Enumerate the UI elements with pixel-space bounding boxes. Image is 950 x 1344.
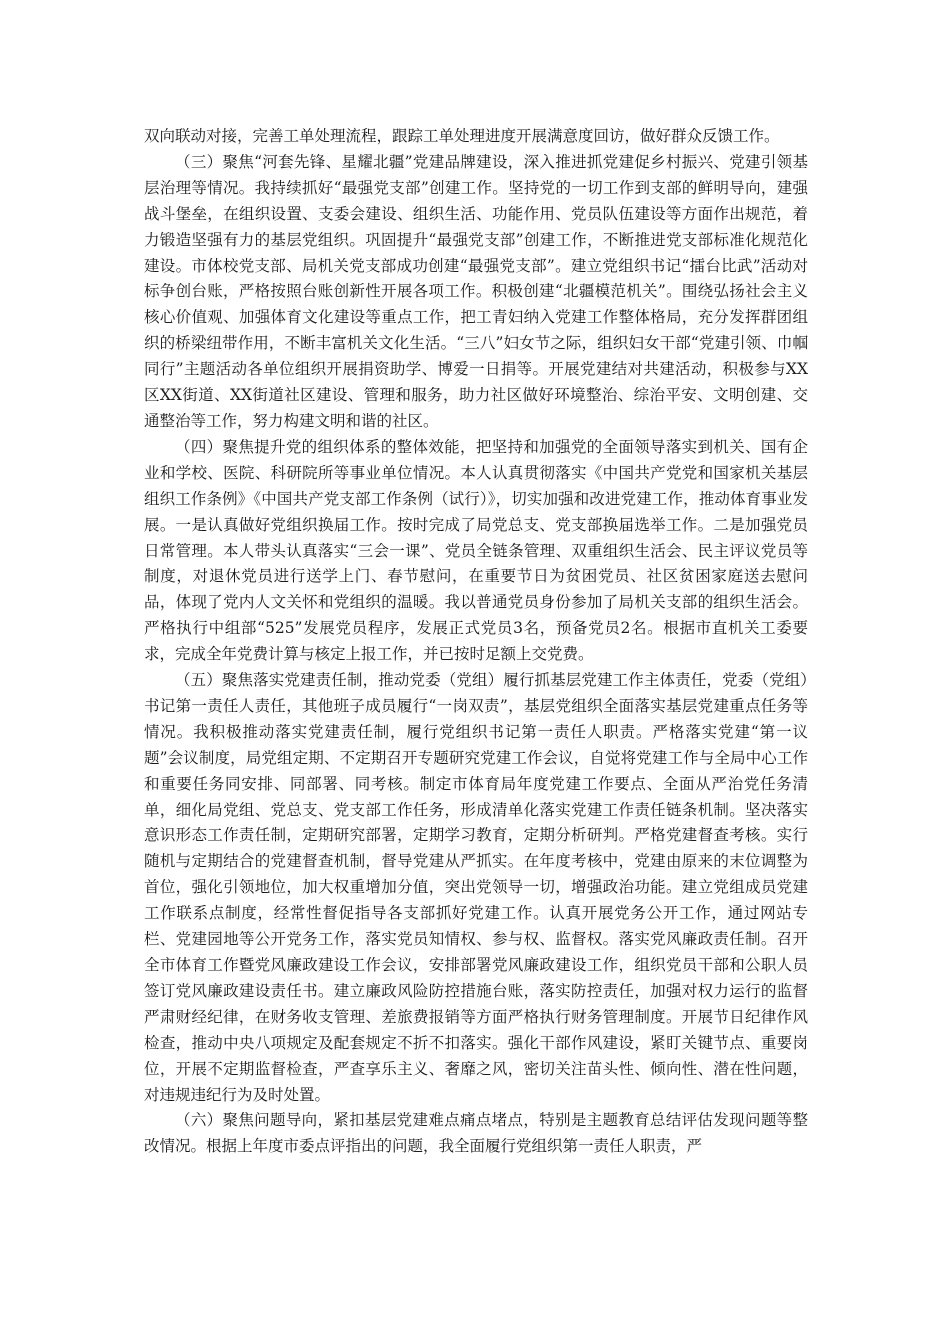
paragraph-section-3: （三）聚焦“河套先锋、星耀北疆”党建品牌建设，深入推进抓党建促乡村振兴、党建引领基层治理等情况。我持续抓好“最强党支部”创建工作。坚持党的一切工作到支部的鲜明导向，建强战斗堡垒，在组织设置、支委会建设、组织生活、功能作用、党员队伍建设等方面作出规范，着力锻造坚强有力的基层党组织。巩固提升“最强党支部”创建工作，不断推进党支部标准化规范化建设。市体校党支部、局机关党支部成功创建“最强党支部”。建立党组织书记“擂台比武”活动对标争创台账，严格按照台账创新性开展各项工作。积极创建“北疆模范机关”。围绕弘扬社会主义核心价值观、加强体育文化建设等重点工作，把工青妇纳入党建工作整体格局，充分发挥群团组织的桥梁纽带作用，不断丰富机关文化生活。“三八”妇女节之际，组织妇女干部“党建引领、巾帼同行”主题活动各单位组织开展捐资助学、博爱一日捐等。开展党建结对共建活动，积极参与XX区XX街道、XX街道社区建设、管理和服务，助力社区做好环境整治、综治平安、文明创建、交通整治等工作，努力构建文明和谐的社区。: [144, 152, 808, 430]
paragraph-continuation: 双向联动对接，完善工单处理流程，跟踪工单处理进度开展满意度回访，做好群众反馈工作。: [144, 127, 780, 145]
document-body: [144, 124, 808, 1160]
paragraph-section-4: （四）聚焦提升党的组织体系的整体效能，把坚持和加强党的全面领导落实到机关、国有企业和学校、医院、科研院所等事业单位情况。本人认真贯彻落实《中国共产党党和国家机关基层组织工作条例》《中国共产党支部工作条例（试行）》，切实加强和改进党建工作，推动体育事业发展。一是认真做好党组织换届工作。按时完成了局党总支、党支部换届选举工作。二是加强党员日常管理。本人带头认真落实“三会一课”、党员全链条管理、双重组织生活会、民主评议党员等制度，对退休党员进行送学上门、春节慰问，在重要节日为贫困党员、社区贫困家庭送去慰问品，体现了党内人文关怀和党组织的温暖。我以普通党员身份参加了局机关支部的组织生活会。严格执行中组部“525”发展党员程序，发展正式党员3名，预备党员2名。根据市直机关工委要求，完成全年党费计算与核定上报工作，并已按时足额上交党费。: [144, 437, 808, 664]
paragraph-section-6: （六）聚焦问题导向，紧扣基层党建难点痛点堵点，特别是主题教育总结评估发现问题等整改情况。根据上年度市委点评指出的问题，我全面履行党组织第一责任人职责，严: [144, 1111, 808, 1156]
paragraph-section-5: （五）聚焦落实党建责任制，推动党委（党组）履行抓基层党建工作主体责任，党委（党组）书记第一责任人责任，其他班子成员履行“一岗双责”，基层党组织全面落实基层党建重点任务等情况。我积极推动落实党建责任制，履行党组织书记第一责任人职责。严格落实党建“第一议题”会议制度，局党组定期、不定期召开专题研究党建工作会议，自觉将党建工作与全局中心工作和重要任务同安排、同部署、同考核。制定市体育局年度党建工作要点、全面从严治党任务清单，细化局党组、党总支、党支部工作任务，形成清单化落实党建工作责任链条机制。坚决落实意识形态工作责任制，定期研究部署，定期学习教育，定期分析研判。严格党建督查考核。实行随机与定期结合的党建督查机制，督导党建从严抓实。在年度考核中，党建由原来的末位调整为首位，强化引领地位，加大权重增加分值，突出党领导一切，增强政治功能。建立党组成员党建工作联系点制度，经常性督促指导各支部抓好党建工作。认真开展党务公开工作，通过网站专栏、党建园地等公开党务工作，落实党员知情权、参与权、监督权。落实党风廉政责任制。召开全市体育工作暨党风廉政建设工作会议，安排部署党风廉政建设工作，组织党员干部和公职人员签订党风廉政建设责任书。建立廉政风险防控措施台账，落实防控责任，加强对权力运行的监督严肃财经纪律，在财务收支管理、差旅费报销等方面严格执行财务管理制度。开展节日纪律作风检查，推动中央八项规定及配套规定不折不扣落实。强化干部作风建设，紧盯关键节点、重要岗位，开展不定期监督检查，严查享乐主义、奢靡之风，密切关注苗头性、倾向性、潜在性问题，对违规违纪行为及时处置。: [144, 671, 808, 1104]
